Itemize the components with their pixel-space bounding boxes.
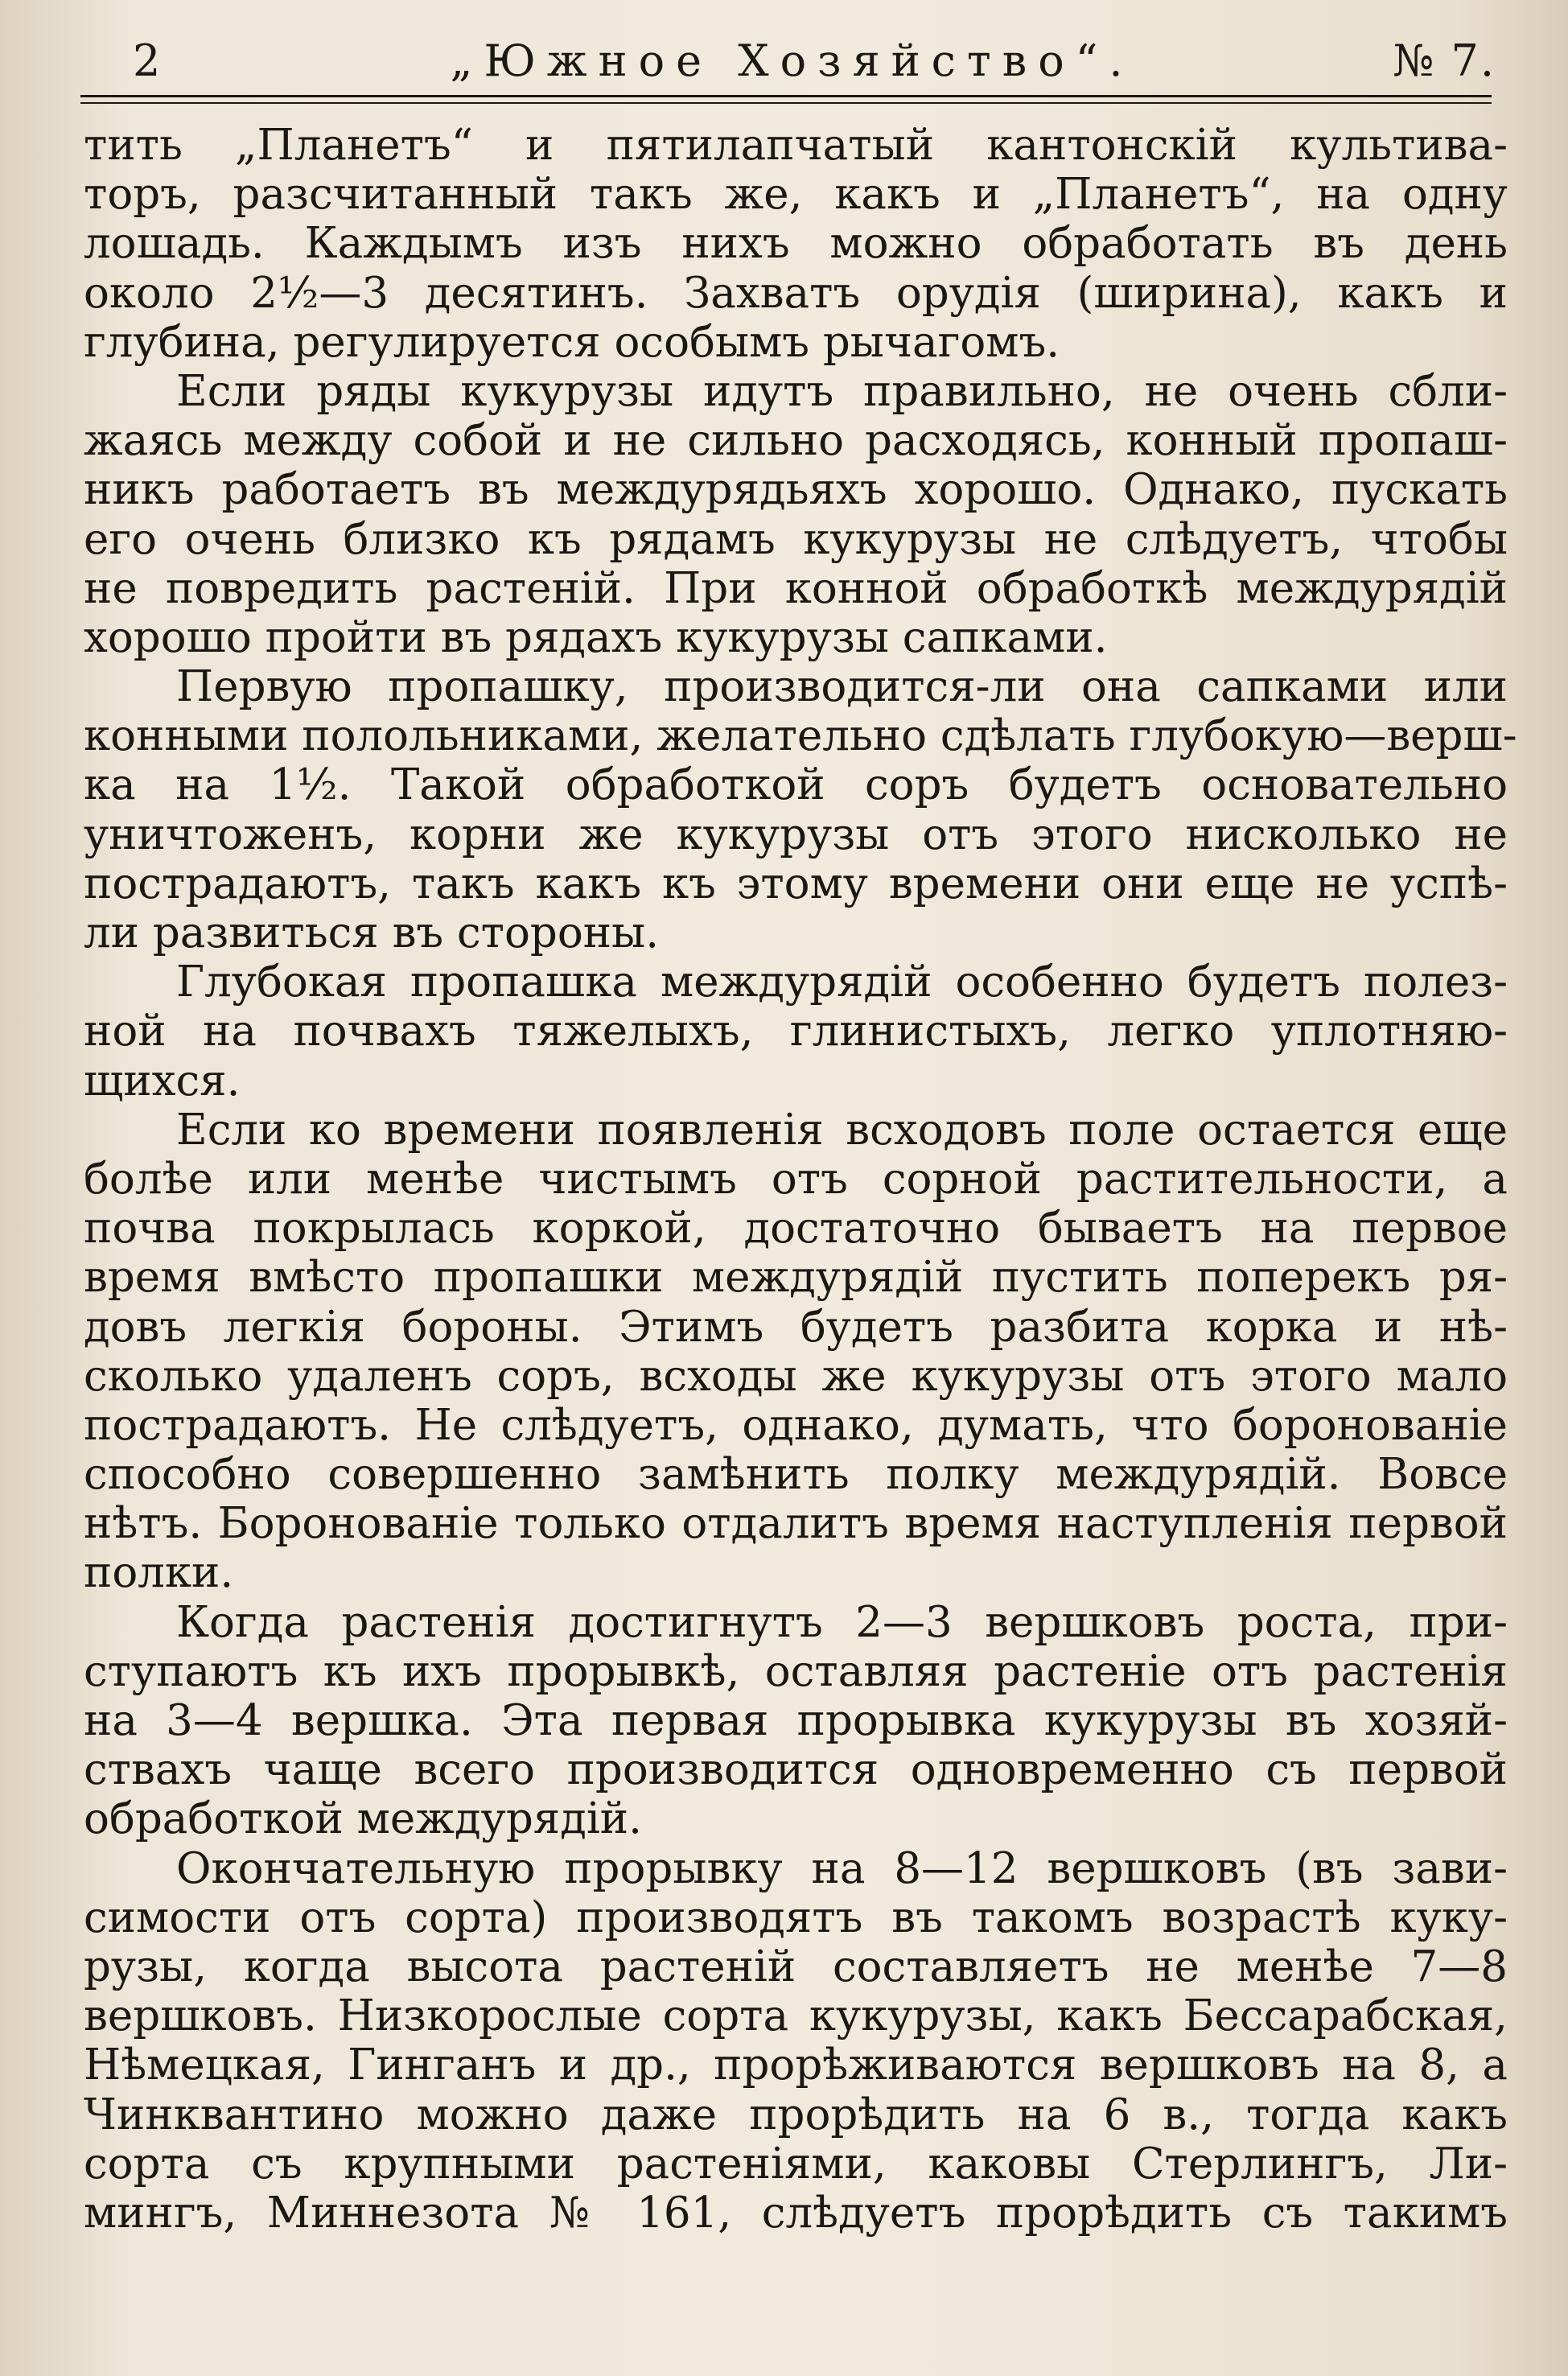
text-line: время вмѣсто пропашки междурядій пустить поперекъ ря- bbox=[84, 1253, 1508, 1303]
text-line: Чинквантино можно даже прорѣдить на 6 в., тогда какъ bbox=[84, 2090, 1508, 2139]
text-line: довъ легкія бороны. Этимъ будетъ разбита корка и нѣ- bbox=[84, 1302, 1508, 1352]
header-rule bbox=[80, 95, 1492, 97]
text-line: сколько удаленъ соръ, всходы же кукурузы отъ этого мало bbox=[84, 1351, 1508, 1401]
text-line: никъ работаетъ въ междурядьяхъ хорошо. Однако, пускать bbox=[84, 465, 1508, 515]
text-line: щихся. bbox=[84, 1056, 241, 1106]
header-rule-thin bbox=[80, 102, 1492, 104]
text-line: нѣтъ. Боронованіе только отдалитъ время наступленія первой bbox=[84, 1499, 1508, 1549]
issue-number: № 7. bbox=[1393, 35, 1496, 86]
text-line: обработкой междурядій. bbox=[84, 1794, 642, 1844]
text-line: тить „Планетъ“ и пятилапчатый кантонскій культива- bbox=[84, 121, 1508, 170]
text-line: лошадь. Каждымъ изъ нихъ можно обработать въ день bbox=[84, 219, 1508, 269]
text-line: около 2½—3 десятинъ. Захватъ орудія (ширина), какъ и bbox=[84, 268, 1508, 318]
text-line: способно совершенно замѣнить полку междурядій. Вовсе bbox=[84, 1450, 1508, 1500]
text-line: пострадаютъ, такъ какъ къ этому времени они еще не успѣ- bbox=[84, 859, 1508, 908]
text-line: мингъ, Миннезота № 161, слѣдуетъ прорѣдить съ такимъ bbox=[84, 2188, 1508, 2238]
text-line: сорта съ крупными растеніями, каковы Стерлингъ, Ли- bbox=[84, 2139, 1508, 2189]
text-line: не повредить растеній. При конной обработкѣ междурядій bbox=[84, 563, 1508, 613]
text-line: хорошо пройти въ рядахъ кукурузы сапками. bbox=[84, 612, 1108, 662]
text-line: почва покрылась коркой, достаточно бываетъ на первое bbox=[84, 1204, 1508, 1254]
text-line: вершковъ. Низкорослые сорта кукурузы, какъ Бессарабская, bbox=[84, 1991, 1508, 2041]
text-line: Если ряды кукурузы идутъ правильно, не очень сбли- bbox=[176, 366, 1508, 416]
text-line: Если ко времени появленія всходовъ поле остается еще bbox=[176, 1105, 1508, 1155]
journal-title: „Южное Хозяйство“. bbox=[450, 35, 1134, 86]
page-number: 2 bbox=[133, 35, 163, 86]
text-line: Нѣмецкая, Гинганъ и др., прорѣживаются вершковъ на 8, а bbox=[84, 2040, 1508, 2090]
text-line: пострадаютъ. Не слѣдуетъ, однако, думать, что боронованіе bbox=[84, 1400, 1508, 1450]
page-header bbox=[88, 24, 1496, 98]
text-line: ли развиться въ стороны. bbox=[84, 908, 660, 957]
text-line: ной на почвахъ тяжелыхъ, глинистыхъ, легко уплотняю- bbox=[84, 1007, 1508, 1056]
text-line: ступаютъ къ ихъ прорывкѣ, оставляя растеніе отъ растенія bbox=[84, 1646, 1508, 1696]
text-line: ствахъ чаще всего производится одновременно съ первой bbox=[84, 1745, 1508, 1795]
text-line: его очень близко къ рядамъ кукурузы не слѣдуетъ, чтобы bbox=[84, 514, 1508, 564]
text-line: Глубокая пропашка междурядій особенно будетъ полез- bbox=[176, 957, 1508, 1007]
text-line: болѣе или менѣе чистымъ отъ сорной растительности, а bbox=[84, 1154, 1508, 1204]
text-line: торъ, разсчитанный такъ же, какъ и „Планетъ“, на одну bbox=[84, 170, 1508, 220]
text-line: Окончательную прорывку на 8—12 вершковъ (въ зави- bbox=[176, 1843, 1508, 1893]
text-line: полки. bbox=[84, 1548, 234, 1598]
text-line: ка на 1½. Такой обработкой соръ будетъ основательно bbox=[84, 760, 1508, 810]
text-line: глубина, регулируется особымъ рычагомъ. bbox=[84, 317, 1060, 367]
text-line: жаясь между собой и не сильно расходясь, конный пропаш- bbox=[84, 416, 1508, 466]
text-line: симости отъ сорта) производятъ въ такомъ возрастѣ куку- bbox=[84, 1892, 1508, 1942]
text-line: Первую пропашку, производится-ли она сапками или bbox=[176, 662, 1508, 712]
text-line: рузы, когда высота растеній составляетъ не менѣе 7—8 bbox=[84, 1942, 1508, 1991]
text-line: уничтоженъ, корни же кукурузы отъ этого нисколько не bbox=[84, 809, 1508, 859]
text-line: Когда растенія достигнутъ 2—3 вершковъ роста, при- bbox=[176, 1597, 1508, 1647]
article-text bbox=[84, 121, 1517, 2238]
text-line: на 3—4 вершка. Эта первая прорывка кукурузы въ хозяй- bbox=[84, 1696, 1508, 1745]
text-line: конными полольниками, желательно сдѣлать глубокую—верш- bbox=[84, 711, 1517, 761]
